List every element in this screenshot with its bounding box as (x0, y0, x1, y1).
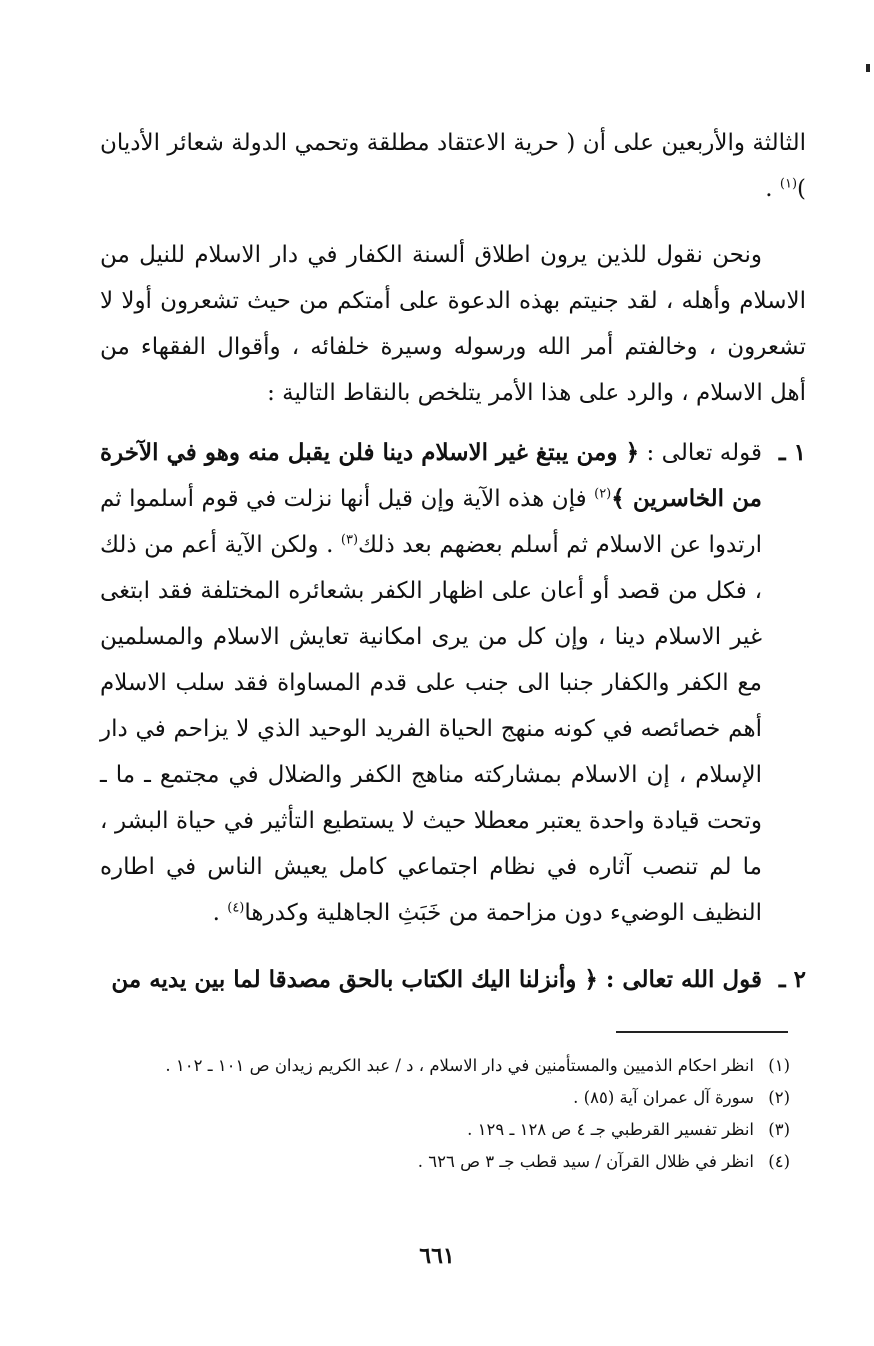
quran-verse-1: ﴿ ومن يبتغ غير الاسلام دينا فلن يقبل منه وهو في الآخرة من الخاسرين ﴾ (100, 439, 762, 512)
footnote-2-text: سورة آل عمران آية (٨٥) . (573, 1088, 754, 1107)
paragraph-1-text: الثالثة والأربعين على أن ( حرية الاعتقاد مطلقة وتحمي الدولة شعائر الأديان ) (100, 130, 806, 202)
footnote-ref-4: (٤) (227, 900, 245, 916)
footnote-1-text: انظر احكام الذميين والمستأمنين في دار الاسلام ، د / عبد الكريم زيدان ص ١٠١ ـ ١٠٢ . (165, 1056, 754, 1075)
footnote-2 (100, 1082, 790, 1114)
footnote-4 (100, 1146, 790, 1178)
point-1-number: ١ ـ (778, 439, 806, 466)
footnote-3-number: (٣) (768, 1120, 790, 1139)
page-number: ٦٦١ (419, 1243, 455, 1269)
numbered-point-2 (100, 957, 806, 1003)
footnote-ref-2: (٢) (594, 486, 612, 502)
footnote-ref-1: (١) (779, 176, 798, 192)
scan-edge-mark (866, 64, 870, 72)
footnote-separator (616, 1031, 788, 1033)
numbered-point-1 (100, 430, 806, 936)
footnote-3-text: انظر تفسير القرطبي جـ ٤ ص ١٢٨ ـ ١٢٩ . (467, 1120, 754, 1139)
footnote-4-number: (٤) (768, 1152, 790, 1171)
footnotes (100, 1050, 790, 1178)
point-1-body (100, 430, 762, 936)
paragraph-response (100, 232, 806, 416)
paragraph-2-text: ونحن نقول للذين يرون اطلاق ألسنة الكفار في دار الاسلام للنيل من الاسلام وأهله ، لقد جنيتم بهذه الدعوة على أمتكم من حيث تشعرون أولا لا تشعرون ، وخالفتم أمر الله ورسوله وسيرة خلفائه ، وأقوال الفقهاء من أهل الاسلام ، والرد على هذا الأمر يتلخص بالنقاط التالية : (100, 242, 806, 406)
footnote-ref-3: (٣) (340, 532, 359, 548)
point-2-number: ٢ ـ (778, 966, 806, 993)
point-1-intro: قوله تعالى : (639, 440, 762, 466)
paragraph-1-end: . (765, 176, 780, 202)
footnote-2-number: (٢) (768, 1088, 790, 1107)
footnote-4-text: انظر في ظلال القرآن / سيد قطب جـ ٣ ص ٦٢٦ . (417, 1152, 754, 1171)
footnote-3 (100, 1114, 790, 1146)
point-1-end: . (212, 900, 228, 926)
footnote-1-number: (١) (768, 1056, 790, 1075)
point-2-body: قول الله تعالى : ﴿ وأنزلنا اليك الكتاب بالحق مصدقا لما بين يديه من (111, 966, 762, 993)
footnote-1 (100, 1050, 790, 1082)
point-1-middle: فإن هذه الآية وإن قيل أنها نزلت في قوم أسلموا ثم ارتدوا عن الاسلام ثم أسلم بعضهم بعد ذلك (100, 486, 763, 558)
paragraph-continuation (100, 120, 806, 212)
point-1-rest: . ولكن الآية أعم من ذلك ، فكل من قصد أو أعان على اظهار الكفر بشعائره المختلفة فقد ابتغى غير الاسلام دينا ، وإن كل من يرى امكانية تعايش الاسلام والمسلمين مع الكفر والكفار جنبا الى جنب على قدم المساواة فقد سلب الاسلام أهم خصائصه في كونه منهج الحياة الفريد الوحيد الذي لا يزاحم في دار الإسلام ، إن الاسلام بمشاركته مناهج الكفر والضلال في مجتمع ـ ما ـ وتحت قيادة واحدة يعتبر معطلا حيث لا يستطيع التأثير في حياة البشر ، ما لم تنصب آثاره في نظام اجتماعي كامل يعيش الناس في اطاره النظيف الوضيء دون مزاحمة من خَبَثِ الجاهلية وكدرها (100, 532, 762, 926)
